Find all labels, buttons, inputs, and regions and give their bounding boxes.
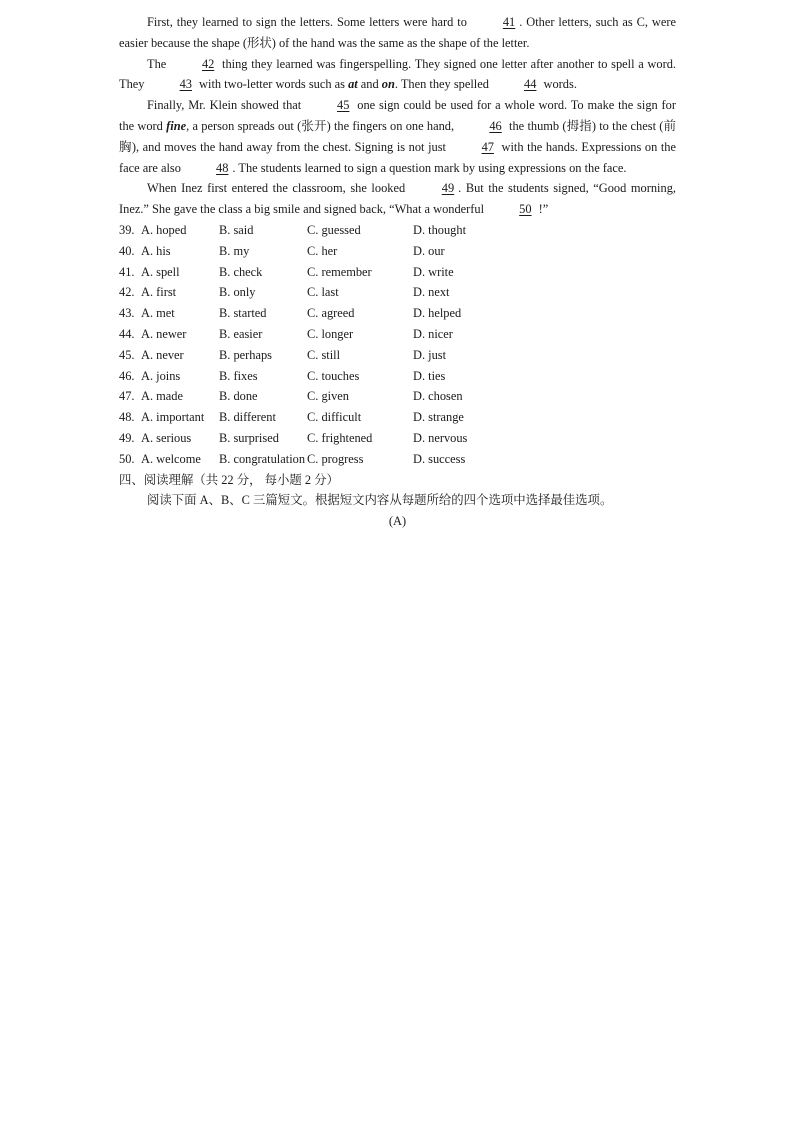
question-row [119, 366, 676, 387]
blank-44: 44 [524, 77, 537, 92]
option-c: C. last [307, 285, 339, 300]
option-d: D. success [413, 451, 466, 466]
option-b: B. different [219, 410, 276, 425]
blank-43: 43 [179, 77, 192, 92]
blank-46: 46 [489, 118, 502, 133]
option-a: A. spell [141, 264, 180, 279]
question-row [119, 449, 676, 470]
option-a: A. newer [141, 326, 187, 341]
question-row [119, 303, 676, 324]
option-a: A. made [141, 389, 183, 404]
question-number: 42. [119, 285, 135, 300]
blank-42: 42 [201, 56, 215, 71]
emphasis-word-on: on [381, 77, 395, 92]
option-d: D. helped [413, 306, 462, 321]
question-number: 40. [119, 243, 135, 258]
emphasis-word-at: at [348, 77, 358, 92]
option-b: B. check [219, 264, 263, 279]
option-d: D. thought [413, 222, 467, 237]
blank-48: 48 [216, 160, 229, 175]
option-d: D. just [413, 347, 447, 362]
question-row [119, 282, 676, 303]
question-row [119, 407, 676, 428]
option-a: A. met [141, 306, 175, 321]
question-number: 45. [119, 347, 135, 362]
question-number: 46. [119, 368, 135, 383]
blank-41: 41 [502, 15, 516, 29]
question-row [119, 241, 676, 262]
question-options-list [119, 220, 676, 470]
option-b: B. congratulation [219, 451, 306, 466]
passage-paragraph-1: First, they learned to sign the letters. Some letters were hard to 41 . Other letters, such as C, were easier because the shape (形状) of the hand was the same as the shape of the letter. [119, 12, 676, 54]
question-number: 44. [119, 326, 135, 341]
option-d: D. ties [413, 368, 446, 383]
passage-paragraph-4: When Inez first entered the classroom, she looked 49 . But the students signed, “Good morning, Inez.” She gave the class a big smile and signed back, “What a wonderful 50 !” [119, 178, 676, 220]
question-number: 49. [119, 430, 135, 445]
option-c: C. longer [307, 326, 354, 341]
question-number: 43. [119, 306, 135, 321]
option-d: D. our [413, 243, 445, 258]
question-row [119, 345, 676, 366]
option-a: A. serious [141, 430, 192, 445]
question-number: 41. [119, 264, 135, 279]
question-row [119, 428, 676, 449]
option-a: A. never [141, 347, 184, 362]
option-c: C. difficult [307, 410, 362, 425]
question-row [119, 262, 676, 283]
option-a: A. first [141, 285, 177, 300]
option-d: D. write [413, 264, 454, 279]
section-instruction: 阅读下面 A、B、C 三篇短文。根据短文内容从每题所给的四个选项中选择最佳选项。 [147, 493, 613, 508]
passage-paragraph-2: The 42 thing they learned was fingerspelling. They signed one letter after another to spell a word. They 43 with two-letter words such as at and on. Then they spelled 44 words. [119, 54, 676, 96]
option-b: B. my [219, 243, 250, 258]
passage-paragraph-3: Finally, Mr. Klein showed that 45 one sign could be used for a whole word. To make the sign for the word fine, a person spreads out (张开) the fingers on one hand, 46 the thumb (拇指) to the chest (前胸), and moves the hand away from the chest. Signing is not just 47 with the hands. Expressions on the face are also 48 . The students learned to sign a question mark by using expressions on the face. [119, 95, 676, 178]
option-a: A. important [141, 410, 205, 425]
option-c: C. agreed [307, 306, 355, 321]
option-c: C. remember [307, 264, 372, 279]
option-b: B. said [219, 222, 254, 237]
document-page [119, 12, 676, 532]
option-c: C. guessed [307, 222, 361, 237]
option-a: A. hoped [141, 222, 187, 237]
option-c: C. frightened [307, 430, 373, 445]
option-d: D. strange [413, 410, 464, 425]
option-c: C. progress [307, 451, 364, 466]
section-title: 四、阅读理解（共 22 分， 每小题 2 分） [119, 472, 339, 487]
question-row [119, 220, 676, 241]
passage-label: (A) [388, 514, 407, 529]
option-c: C. her [307, 243, 338, 258]
option-d: D. nervous [413, 430, 468, 445]
option-c: C. touches [307, 368, 360, 383]
option-a: A. welcome [141, 451, 201, 466]
question-number: 47. [119, 389, 135, 404]
blank-50: 50 [519, 202, 532, 217]
option-a: A. joins [141, 368, 181, 383]
question-row [119, 386, 676, 407]
option-b: B. easier [219, 326, 263, 341]
question-number: 39. [119, 222, 135, 237]
option-b: B. surprised [219, 430, 279, 445]
option-d: D. nicer [413, 326, 453, 341]
blank-45: 45 [337, 98, 350, 113]
question-row [119, 324, 676, 345]
option-b: B. started [219, 306, 267, 321]
option-b: B. done [219, 389, 258, 404]
option-b: B. only [219, 285, 256, 300]
question-number: 48. [119, 410, 135, 425]
emphasis-word-fine: fine [166, 118, 187, 133]
option-a: A. his [141, 243, 171, 258]
option-d: D. chosen [413, 389, 463, 404]
blank-47: 47 [481, 139, 494, 154]
blank-49: 49 [441, 181, 455, 196]
option-b: B. perhaps [219, 347, 272, 362]
question-number: 50. [119, 451, 135, 466]
option-b: B. fixes [219, 368, 258, 383]
option-d: D. next [413, 285, 450, 300]
option-c: C. still [307, 347, 341, 362]
option-c: C. given [307, 389, 349, 404]
